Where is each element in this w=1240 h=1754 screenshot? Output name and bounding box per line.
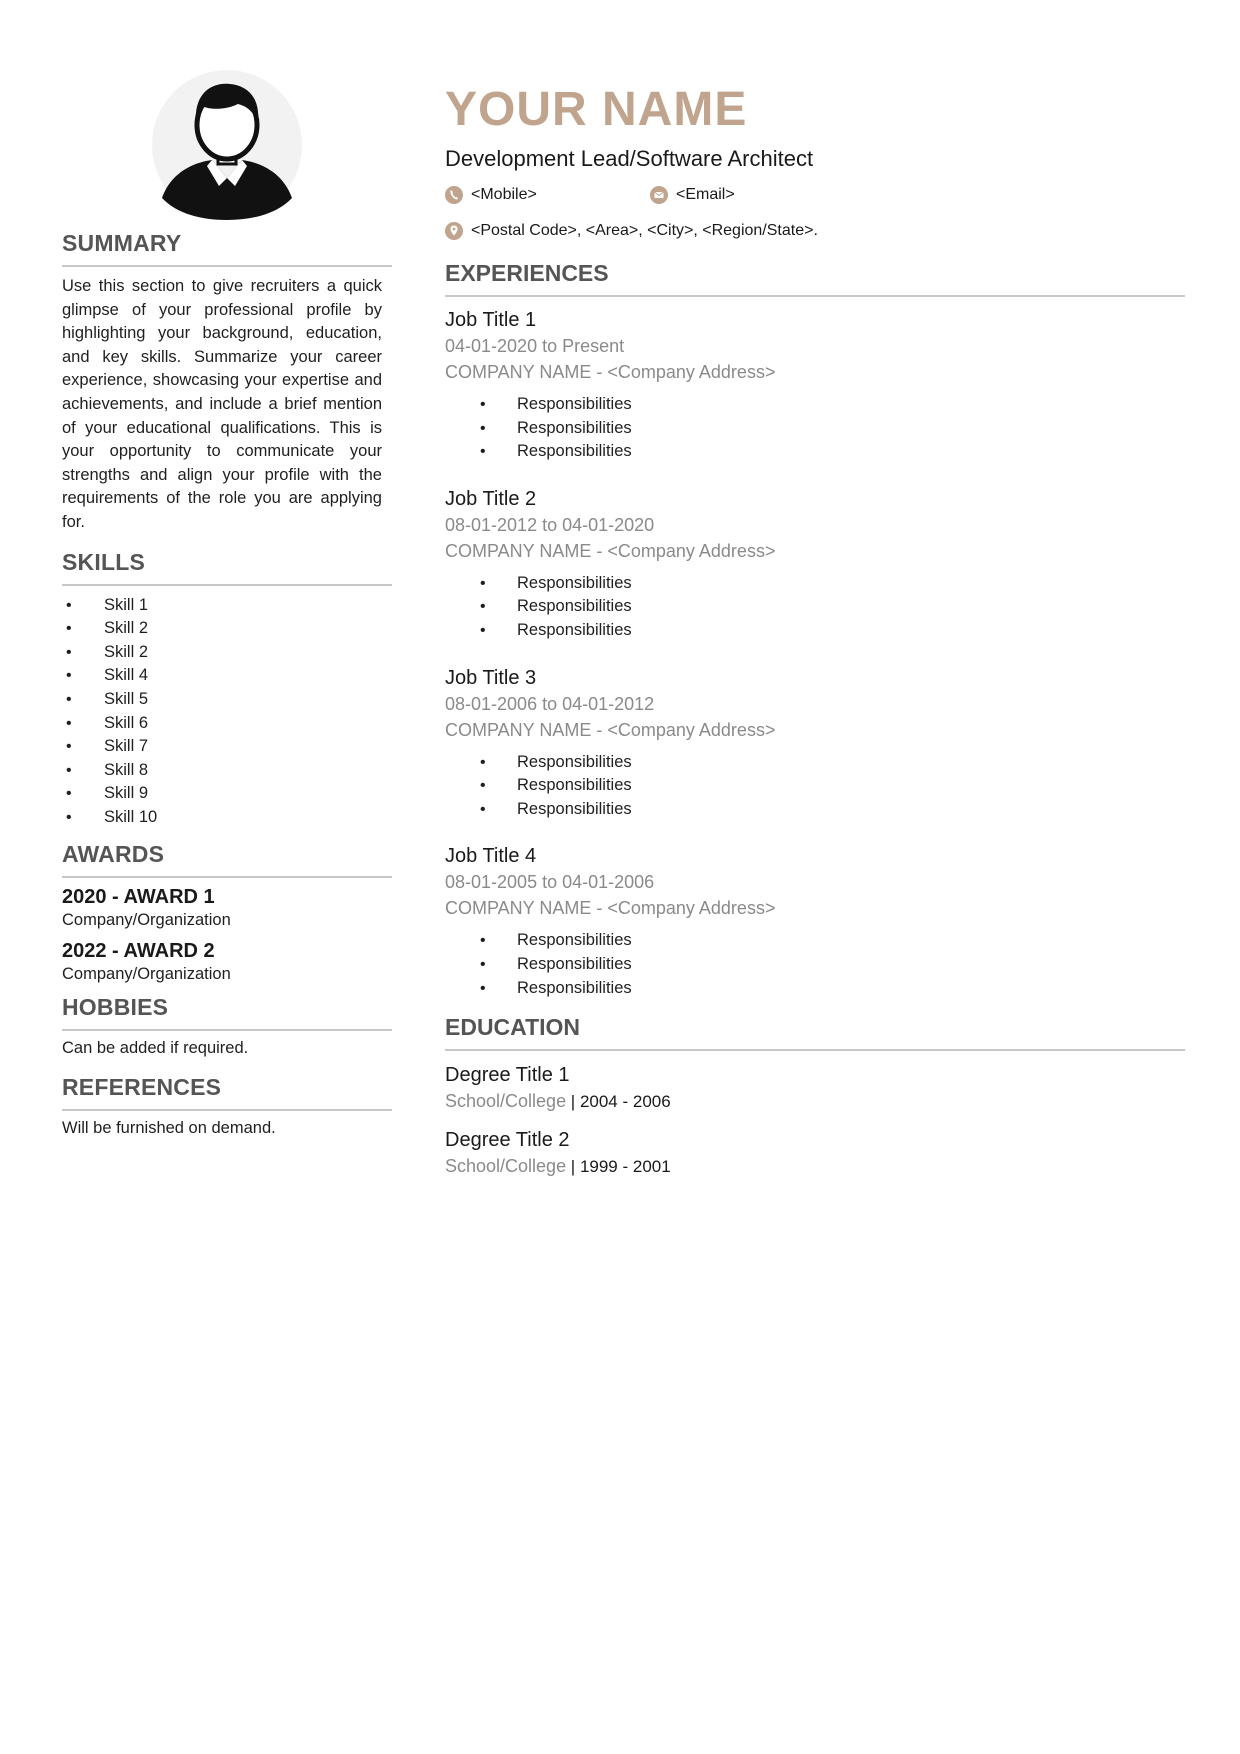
responsibility-item: • Responsibilities bbox=[445, 774, 1185, 798]
summary-section bbox=[62, 230, 392, 535]
candidate-name: YOUR NAME bbox=[445, 83, 748, 136]
responsibilities-list bbox=[445, 572, 1185, 643]
awards-heading: AWARDS bbox=[62, 841, 392, 878]
left-column bbox=[62, 70, 392, 1154]
skill-item: • Skill 4 bbox=[62, 664, 392, 688]
skill-item: • Skill 7 bbox=[62, 735, 392, 759]
skill-item: • Skill 2 bbox=[62, 617, 392, 641]
address-row bbox=[445, 222, 1185, 240]
right-column bbox=[445, 82, 1185, 1191]
candidate-role: Development Lead/Software Architect bbox=[445, 146, 814, 171]
degree-title: Degree Title 2 bbox=[445, 1129, 570, 1152]
degree-entry bbox=[445, 1126, 1185, 1179]
skill-item: • Skill 2 bbox=[62, 641, 392, 665]
job-dates: 04-01-2020 to Present bbox=[445, 336, 625, 356]
skill-item: • Skill 9 bbox=[62, 782, 392, 806]
degree-line bbox=[445, 1154, 1185, 1179]
responsibility-item: • Responsibilities bbox=[445, 417, 1185, 441]
award-title: 2022 - AWARD 2 bbox=[62, 940, 215, 963]
skills-section bbox=[62, 549, 392, 830]
responsibility-item: • Responsibilities bbox=[445, 595, 1185, 619]
skill-item: • Skill 6 bbox=[62, 712, 392, 736]
education-heading: EDUCATION bbox=[445, 1014, 1185, 1051]
job-entry bbox=[445, 665, 1185, 822]
responsibility-item: • Responsibilities bbox=[445, 953, 1185, 977]
summary-text: Use this section to give recruiters a quick glimpse of your professional profile by highlighting your background, education, and key skills. Summarize your career experience, showcasing your expertise and achievements, and include a brief mention of your educational qualifications. This is your opportunity to communicate your strengths and align your profile with the requirements of the role you are applying for. bbox=[62, 277, 382, 531]
skills-list bbox=[62, 594, 392, 830]
skill-item: • Skill 10 bbox=[62, 806, 392, 830]
job-dates: 08-01-2005 to 04-01-2006 bbox=[445, 872, 655, 893]
skill-item: • Skill 1 bbox=[62, 594, 392, 618]
skill-item: • Skill 8 bbox=[62, 759, 392, 783]
responsibility-item: • Responsibilities bbox=[445, 619, 1185, 643]
mobile-text: <Mobile> bbox=[471, 186, 537, 203]
experiences-heading: EXPERIENCES bbox=[445, 260, 1185, 297]
responsibility-item: • Responsibilities bbox=[445, 572, 1185, 596]
job-company: COMPANY NAME - <Company Address> bbox=[445, 898, 776, 919]
responsibilities-list bbox=[445, 751, 1185, 822]
job-title: Job Title 2 bbox=[445, 487, 537, 510]
job-title: Job Title 1 bbox=[445, 309, 537, 331]
avatar-container bbox=[62, 70, 392, 230]
job-entry bbox=[445, 486, 1185, 643]
references-heading: REFERENCES bbox=[62, 1074, 392, 1111]
award-org: Company/Organization bbox=[62, 965, 231, 984]
mobile-contact bbox=[445, 186, 650, 204]
degree-entry bbox=[445, 1061, 1185, 1114]
degree-line bbox=[445, 1089, 1185, 1114]
responsibility-item: • Responsibilities bbox=[445, 798, 1185, 822]
contact-row bbox=[445, 186, 1185, 204]
summary-heading: SUMMARY bbox=[62, 230, 392, 267]
job-dates: 08-01-2006 to 04-01-2012 bbox=[445, 693, 655, 714]
award-org: Company/Organization bbox=[62, 911, 231, 930]
job-title: Job Title 3 bbox=[445, 666, 537, 689]
email-text: <Email> bbox=[676, 186, 735, 203]
avatar-icon bbox=[152, 70, 302, 220]
awards-section bbox=[62, 841, 392, 984]
references-section bbox=[62, 1074, 392, 1138]
address-text: <Postal Code>, <Area>, <City>, <Region/State>. bbox=[471, 222, 818, 239]
job-entry bbox=[445, 843, 1185, 1000]
job-dates: 08-01-2012 to 04-01-2020 bbox=[445, 514, 655, 535]
job-company: COMPANY NAME - <Company Address> bbox=[445, 540, 776, 561]
responsibility-item: • Responsibilities bbox=[445, 393, 1185, 417]
hobbies-text: Can be added if required. bbox=[62, 1039, 249, 1058]
degree-years: | 2004 - 2006 bbox=[566, 1092, 671, 1112]
hobbies-section bbox=[62, 994, 392, 1058]
job-company: COMPANY NAME - <Company Address> bbox=[445, 362, 776, 382]
degree-school: School/College bbox=[445, 1091, 567, 1112]
responsibilities-list bbox=[445, 393, 1185, 464]
responsibility-item: • Responsibilities bbox=[445, 977, 1185, 1001]
degree-school: School/College bbox=[445, 1156, 567, 1177]
job-title: Job Title 4 bbox=[445, 845, 537, 868]
references-text: Will be furnished on demand. bbox=[62, 1119, 276, 1138]
email-contact bbox=[650, 186, 735, 204]
skill-item: • Skill 5 bbox=[62, 688, 392, 712]
job-company: COMPANY NAME - <Company Address> bbox=[445, 719, 776, 740]
degree-years: | 1999 - 2001 bbox=[566, 1157, 671, 1177]
location-pin-icon bbox=[445, 222, 463, 240]
job-entry bbox=[445, 307, 1185, 464]
award-title: 2020 - AWARD 1 bbox=[62, 886, 215, 909]
skills-heading: SKILLS bbox=[62, 549, 392, 586]
phone-icon bbox=[445, 186, 463, 204]
responsibility-item: • Responsibilities bbox=[445, 440, 1185, 464]
hobbies-heading: HOBBIES bbox=[62, 994, 392, 1031]
address-contact bbox=[445, 222, 818, 240]
email-icon bbox=[650, 186, 668, 204]
responsibility-item: • Responsibilities bbox=[445, 929, 1185, 953]
degree-title: Degree Title 1 bbox=[445, 1064, 570, 1087]
responsibility-item: • Responsibilities bbox=[445, 751, 1185, 775]
responsibilities-list bbox=[445, 929, 1185, 1000]
